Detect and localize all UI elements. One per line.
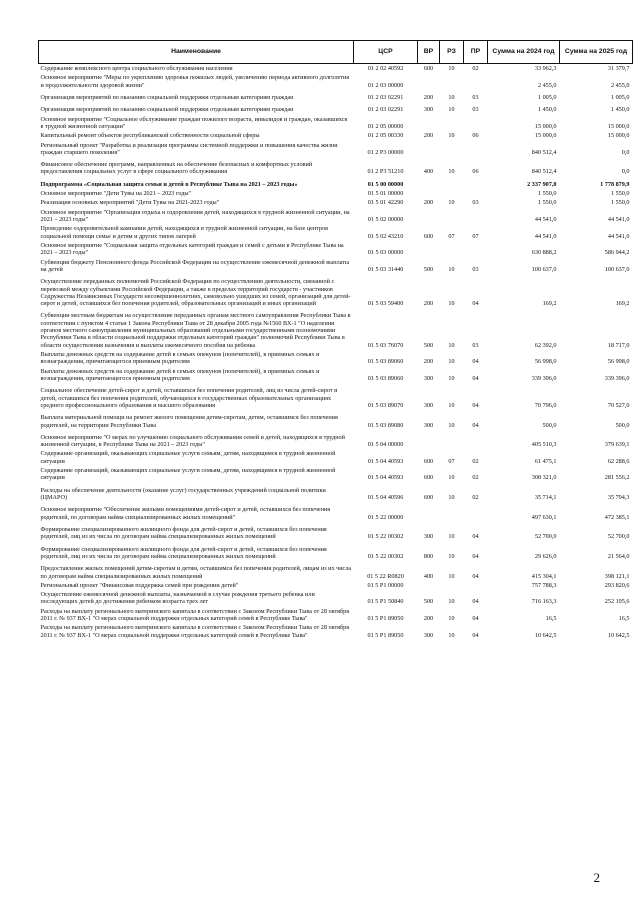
row-vr: 300 [423,106,434,114]
row-pr: 04 [472,552,479,560]
row-sum-2025: 52 700,0 [607,533,630,541]
row-vr [418,502,440,522]
row-csr: 01 2 P3 00000 [367,148,404,156]
table-row [39,367,633,384]
row-sum-2024: 716 163,3 [531,598,557,606]
row-name: Финансовое обеспечение программ, направленных на обеспечение безопасных и комфортных условий предоставления социальных услуг в сфере социального обслуживания [40,161,313,176]
row-csr: 01 5 03 89070 [367,401,404,409]
row-vr: 600 [423,474,434,482]
row-csr: 01 5 03 76070 [367,341,404,349]
row-csr: 01 2 03 02291 [367,106,404,114]
row-rz: 10 [448,494,455,501]
row-sum-2025: 21 564,0 [607,552,630,560]
row-rz: 10 [448,65,455,72]
row-csr: 01 5 03 89080 [367,421,404,429]
table-row [39,607,633,624]
row-sum-2024: 16,5 [545,615,557,623]
row-vr [418,177,440,189]
row-vr [418,581,440,590]
row-rz: 10 [448,598,455,606]
row-pr: 02 [472,457,479,465]
table-row [39,623,633,640]
row-vr [418,115,440,132]
row-csr: 01 2 02 40592 [367,65,404,72]
table-row [39,581,633,590]
row-pr [464,581,488,590]
table-row [39,177,633,189]
table-body [39,64,633,641]
row-sum-2024: 2 455,0 [537,81,557,89]
row-sum-2025: 15 000,0 [607,132,630,140]
row-csr: 01 5 P1 89050 [367,631,404,639]
row-sum-2025: 0,0 [621,168,630,176]
table-row [39,410,633,430]
row-sum-2024: 70 796,0 [534,401,557,409]
row-sum-2025: 1 550,0 [610,199,630,207]
row-pr [464,115,488,132]
row-csr: 01 5 02 00000 [367,216,404,223]
row-vr: 300 [423,533,434,541]
row-name: Расходы на выплату регионального материнского капитала в соответствии с Законом Республики Тыва от 28 октября 2011 г. № 937 ВХ-1 "О мерах социальной поддержки отдельных категорий семей в Республике Тыва" [40,607,350,623]
row-vr: 500 [423,341,434,349]
row-name: Организация мероприятий по оказанию социальной поддержки отдельным категориям граждан [40,106,294,114]
table-row [39,115,633,132]
table-row [39,502,633,522]
table-header [39,41,633,64]
row-csr: 01 2 05 00000 [367,122,404,130]
row-sum-2024: 630 888,2 [531,249,557,257]
row-sum-2025: 10 642,5 [607,631,630,639]
row-sum-2025: 379 639,1 [604,441,630,449]
document-page [38,40,632,640]
row-sum-2024: 1 550,0 [537,199,557,207]
row-rz: 10 [448,631,455,639]
row-sum-2025: 1 450,0 [610,106,630,114]
row-sum-2025: 35 794,3 [607,494,630,501]
row-name: Расходы на выплату регионального материнского капитала в соответствии с Законом Республики Тыва от 28 октября 2011 г. № 937 ВХ-1 "О мерах социальной поддержки отдельных категорий семей в Республике Тыва" [40,624,350,639]
header-sum-2024: Сумма на 2024 год [488,41,560,64]
row-name: Основное мероприятие "Дети Тувы на 2021 – 2023 годы" [40,190,192,198]
row-name: Формирование специализированного жилищного фонда для детей-сирот и детей, оставшихся без попечения родителей, лиц из их числа по договорам найма специализированных жилых помещений [40,545,327,560]
row-vr: 500 [423,598,434,606]
row-vr: 300 [423,401,434,409]
table-row [39,350,633,367]
row-pr: 04 [472,533,479,541]
row-rz: 10 [448,199,455,207]
row-name: Организация мероприятий по оказанию социальной поддержки отдельным категориям граждан [40,93,294,101]
table-row [39,198,633,207]
row-sum-2024: 169,2 [542,300,557,308]
row-csr: 01 5 P1 89050 [367,615,404,623]
row-vr: 400 [423,168,434,176]
row-csr: 01 5 P1 00000 [367,581,404,589]
row-name: Основное мероприятие "О мерах по улучшению социального обслуживания семей и детей, находящихся в трудной жизненной ситуации, в Республике Тыва на 2021 – 2023 годы" [40,433,345,449]
row-pr: 03 [472,341,479,349]
row-sum-2024: 56 998,0 [534,358,557,366]
table-row [39,542,633,562]
header-rz: РЗ [440,41,464,64]
row-rz: 10 [448,341,455,349]
row-pr: 06 [472,132,479,140]
row-name: Основное мероприятие "Социальное обслуживание граждан пожилого возраста, инвалидов и граждан, оказавшихся в трудной жизненной ситуации" [40,115,348,130]
row-csr: 01 5 01 00000 [367,190,404,198]
row-vr: 800 [423,552,434,560]
row-name: Основное мероприятие "Организация отдыха и оздоровления детей, находящихся в трудной жизненной ситуации, на 2021 – 2023 годы" [40,208,350,223]
page-number: 2 [593,870,600,885]
row-csr: 01 5 03 89060 [367,374,404,382]
row-sum-2025: 31 379,7 [607,65,630,72]
row-rz [440,177,464,189]
row-sum-2025: 100 637,0 [604,265,630,273]
row-sum-2024: 1 550,0 [537,190,557,198]
row-sum-2025: 281 556,2 [604,474,630,482]
row-vr: 600 [423,65,434,72]
table-row [39,430,633,450]
header-csr: ЦСР [354,41,418,64]
row-rz [440,502,464,522]
header-sum-2025: Сумма на 2025 год [560,41,633,64]
row-sum-2024: 15 000,0 [534,122,557,130]
row-csr: 01 5 04 00000 [367,441,404,449]
row-vr [418,208,440,225]
row-csr: 01 5 P1 50840 [367,598,404,606]
table-row [39,241,633,258]
row-name: Основное мероприятие "Социальная защита отдельных категорий граждан и семей с детьми в Республике Тыва на 2021 – 2023 годы" [40,241,344,257]
row-rz [440,141,464,158]
table-row [39,141,633,158]
table-row [39,157,633,177]
row-sum-2024: 61 475,1 [534,457,557,465]
row-csr: 01 2 03 00000 [367,81,404,89]
row-rz [440,73,464,90]
row-sum-2025: 252 195,6 [604,598,630,606]
row-name: Формирование специализированного жилищного фонда для детей-сирот и детей, оставшихся без попечения родителей, лиц из их числа по договорам найма специализированных жилых помещений [40,525,327,541]
row-vr: 300 [423,631,434,639]
row-sum-2025: 586 944,2 [604,249,630,257]
row-sum-2025: 62 288,6 [607,457,630,465]
row-name: Предоставление жилых помещений детям-сиротам и детям, оставшимся без попечения родителей, лицам из их числа по договорам найма специализированных жилых помещений [40,565,352,580]
row-csr: 01 5 04 40593 [367,474,404,482]
row-sum-2025: 18 717,0 [607,341,630,349]
row-rz: 10 [448,533,455,541]
row-vr: 600 [423,232,434,240]
row-rz: 10 [448,572,455,580]
row-name: Выплаты денежных средств на содержание детей в семьях опекунов (попечителей), в приемных семьях и вознаграждения, причитающегося приемным родителям [40,351,320,366]
row-rz: 10 [448,421,455,429]
row-name: Субвенции бюджету Пенсионного фонда Российской Федерации на осуществление ежемесячной денежной выплаты на детей [40,258,350,273]
row-name: Реализация основных мероприятий "Дети Тувы на 2021-2023 годы" [40,199,220,207]
row-csr: 01 5 22 00302 [367,533,404,541]
row-pr: 04 [472,374,479,382]
row-vr: 600 [423,494,434,501]
row-name: Основное мероприятие "Меры по укреплению здоровья пожилых людей, увеличению периода активного долголетия и продолжительности здоровой жизни" [40,74,350,89]
row-pr: 02 [472,65,479,72]
budget-table [38,40,633,640]
row-rz [440,581,464,590]
row-sum-2024: 15 000,0 [534,132,557,140]
row-rz: 10 [448,401,455,409]
row-csr: 01 5 00 00000 [367,180,404,188]
row-sum-2024: 1 450,0 [537,106,557,114]
row-vr: 200 [423,300,434,308]
row-vr: 500 [423,265,434,273]
row-pr [464,73,488,90]
table-row [39,64,633,74]
table-row [39,274,633,308]
row-pr: 04 [472,421,479,429]
row-sum-2024: 52 700,0 [534,533,557,541]
row-sum-2025: 56 998,0 [607,358,630,366]
row-sum-2024: 339 396,0 [531,374,557,382]
row-csr: 01 5 03 59400 [367,300,404,308]
row-pr: 06 [472,168,479,176]
row-pr: 04 [472,401,479,409]
row-rz: 10 [448,358,455,366]
row-rz: 10 [448,265,455,273]
row-rz: 10 [448,106,455,114]
row-sum-2025: 1 005,0 [610,93,630,101]
row-sum-2025: 169,2 [615,300,630,308]
row-sum-2024: 29 626,0 [534,552,557,560]
row-sum-2025: 339 396,0 [604,374,630,382]
row-sum-2025: 1 778 879,9 [600,180,630,188]
row-pr: 07 [472,232,479,240]
table-row [39,258,633,275]
row-vr [418,73,440,90]
row-sum-2025: 2 455,0 [610,81,630,89]
row-pr [464,241,488,258]
row-pr [464,208,488,225]
row-name: Выплата материальной помощи на ремонт жилого помещения детям-сиротам, детям, оставшимся без попечения родителей, на территории Республики Тыва [40,414,338,429]
row-sum-2024: 1 005,0 [537,93,557,101]
table-row [39,189,633,198]
row-rz: 10 [448,93,455,101]
row-sum-2025: 16,5 [618,615,630,623]
table-row [39,90,633,102]
row-pr: 02 [472,494,479,501]
row-csr: 01 5 02 43210 [367,232,404,240]
row-sum-2025: 398 121,1 [604,572,630,580]
row-pr: 03 [472,106,479,114]
row-name: Осуществление ежемесячной денежной выплаты, назначаемой в случае рождения третьего ребенка или последующих детей до достижения ребенком возраста трех лет [40,591,315,606]
row-pr: 03 [472,93,479,101]
row-pr: 02 [472,474,479,482]
row-name: Содержание организаций, оказывающих социальные услуги семьям, детям, находящимся в трудной жизненной ситуации [40,450,336,465]
row-rz [440,430,464,450]
row-rz: 07 [448,232,455,240]
row-csr: 01 5 03 31440 [367,265,404,273]
row-sum-2024: 497 630,1 [531,513,557,521]
row-sum-2024: 757 788,3 [531,581,557,589]
row-sum-2024: 308 321,0 [531,474,557,482]
row-sum-2024: 405 510,3 [531,441,557,449]
row-rz: 07 [448,457,455,465]
row-sum-2024: 44 541,0 [534,232,557,240]
row-pr [464,141,488,158]
row-name: Содержание организаций, оказывающих социальные услуги семьям, детям, находящимся в трудной жизненной ситуации [40,467,336,482]
row-sum-2025: 44 541,0 [607,216,630,223]
row-vr [418,141,440,158]
table-row [39,590,633,607]
row-pr: 03 [472,199,479,207]
row-name: Основное мероприятие "Обеспечение жилыми помещениями детей-сирот и детей, оставшихся без попечения родителей, по договорам найма специализированных жилых помещений" [40,506,331,521]
row-name: Содержание комплексного центра социального обслуживания населения [40,65,233,72]
table-row [39,208,633,225]
row-sum-2024: 62 392,0 [534,341,557,349]
row-sum-2025: 293 820,6 [604,581,630,589]
row-name: Субвенции местным бюджетам на осуществление переданных органам местного самоуправления Республики Тыва в соответствии с пунктом 4 статьи 1 Закона Республики Тыва от 28 декабря 2005 года №1560 ВХ-1 "О наделении органов местного самоуправления муниципальных образований отдельными государственными полномочиями Республики Тыва в области социальной поддержки отдельных категорий граждан" полномочий Республики Тыва в области осуществления назначения и выплаты ежемесячного пособия на ребенка [40,312,351,349]
row-name: Подпрограмма «Социальная защита семьи и детей в Республике Тыва на 2021 – 2023 годы» [40,180,298,188]
row-vr: 200 [423,199,434,207]
row-sum-2024: 35 714,1 [534,494,557,501]
table-row [39,483,633,503]
row-name: Региональный проект "Разработка и реализация программы системной поддержки и повышения качества жизни граждан старшего поколения" [40,141,338,156]
header-name: Наименование [39,41,354,64]
row-vr: 600 [423,457,434,465]
row-vr [418,189,440,198]
row-name: Осуществление переданных полномочий Российской Федерации по осуществлению деятельности, связанной с перевозкой между субъектами Российской Федерации, а также в пределах территорий государств - участников Содружества Независимых Государств несовершеннолетних, самовольно ушедших из семей, организаций для детей-сирот и детей, оставшихся без попечения родителей, образовательных организаций и иных организаций [40,278,351,308]
row-sum-2024: 33 962,3 [534,65,557,72]
row-name: Расходы на обеспечение деятельности (оказание услуг) государственных учреждений социальной политики (ЦМАРО) [40,486,326,501]
row-csr: 01 5 03 89060 [367,358,404,366]
row-vr: 200 [423,615,434,623]
row-pr: 04 [472,631,479,639]
row-sum-2024: 44 541,0 [534,216,557,223]
row-sum-2024: 840 512,4 [531,168,557,176]
row-csr: 01 5 04 40593 [367,457,404,465]
table-row [39,449,633,466]
row-vr: 300 [423,374,434,382]
row-pr: 04 [472,572,479,580]
row-rz [440,208,464,225]
row-pr [464,502,488,522]
row-pr [464,430,488,450]
table-row [39,73,633,90]
row-pr: 04 [472,358,479,366]
row-rz: 10 [448,552,455,560]
row-rz [440,241,464,258]
row-csr: 01 2 05 00330 [367,132,404,140]
table-row [39,383,633,410]
row-vr: 200 [423,93,434,101]
row-rz: 10 [448,300,455,308]
row-vr: 200 [423,358,434,366]
row-vr: 200 [423,132,434,140]
header-pr: ПР [464,41,488,64]
row-name: Региональный проект "Финансовая поддержка семей при рождении детей" [40,581,239,589]
row-pr: 03 [472,265,479,273]
row-pr: 04 [472,598,479,606]
row-csr: 01 5 22 00302 [367,552,404,560]
row-vr [418,430,440,450]
row-csr: 01 5 22 R0820 [367,572,404,580]
row-name: Выплаты денежных средств на содержание детей в семьях опекунов (попечителей), в приемных семьях и вознаграждения, причитающегося приемным родителям [40,367,320,382]
row-csr: 01 2 P3 51210 [367,168,404,176]
table-row [39,466,633,483]
row-sum-2025: 1 550,0 [610,190,630,198]
row-rz: 10 [448,374,455,382]
row-rz: 10 [448,132,455,140]
row-sum-2025: 44 541,0 [607,232,630,240]
header-vr: ВР [418,41,440,64]
row-rz [440,115,464,132]
row-sum-2024: 10 642,5 [534,631,557,639]
row-rz: 10 [448,168,455,176]
row-sum-2024: 500,0 [542,421,557,429]
row-csr: 01 5 03 00000 [367,249,404,257]
row-csr: 01 5 04 40596 [367,494,404,501]
row-pr [464,189,488,198]
table-row [39,102,633,114]
row-rz: 10 [448,474,455,482]
row-vr: 300 [423,421,434,429]
row-csr: 01 2 03 02291 [367,93,404,101]
table-row [39,224,633,241]
row-sum-2024: 415 304,1 [531,572,557,580]
row-sum-2024: 2 337 907,8 [527,180,557,188]
row-csr: 01 5 22 00000 [367,513,404,521]
table-row [39,308,633,350]
row-rz: 10 [448,615,455,623]
table-row [39,561,633,581]
row-sum-2025: 15 000,0 [607,122,630,130]
row-vr: 400 [423,572,434,580]
row-sum-2025: 500,0 [615,421,630,429]
row-vr [418,241,440,258]
row-name: Проведение оздоровительной кампании детей, находящихся в трудной жизненной ситуации, на базе центров социальной помощи семье и детям и других типов лагерей [40,225,329,240]
row-name: Социальное обеспечение детей-сирот и детей, оставшихся без попечения родителей, лиц из числа детей-сирот и детей, оставшихся без попечения родителей, обучающихся в государственных образовательных организациях среднего профессионального образования и высшего образования [40,387,338,409]
table-row [39,522,633,542]
row-name: Капитальный ремонт объектов республиканской собственности социальной сферы [40,132,260,140]
table-row [39,131,633,140]
row-pr: 04 [472,615,479,623]
row-rz [440,189,464,198]
row-pr [464,177,488,189]
row-sum-2025: 70 527,0 [607,401,630,409]
row-sum-2024: 840 512,4 [531,148,557,156]
row-pr: 04 [472,300,479,308]
row-csr: 01 5 01 42290 [367,199,404,207]
row-sum-2025: 472 385,1 [604,513,630,521]
row-sum-2025: 0,0 [621,148,630,156]
row-sum-2024: 100 637,0 [531,265,557,273]
